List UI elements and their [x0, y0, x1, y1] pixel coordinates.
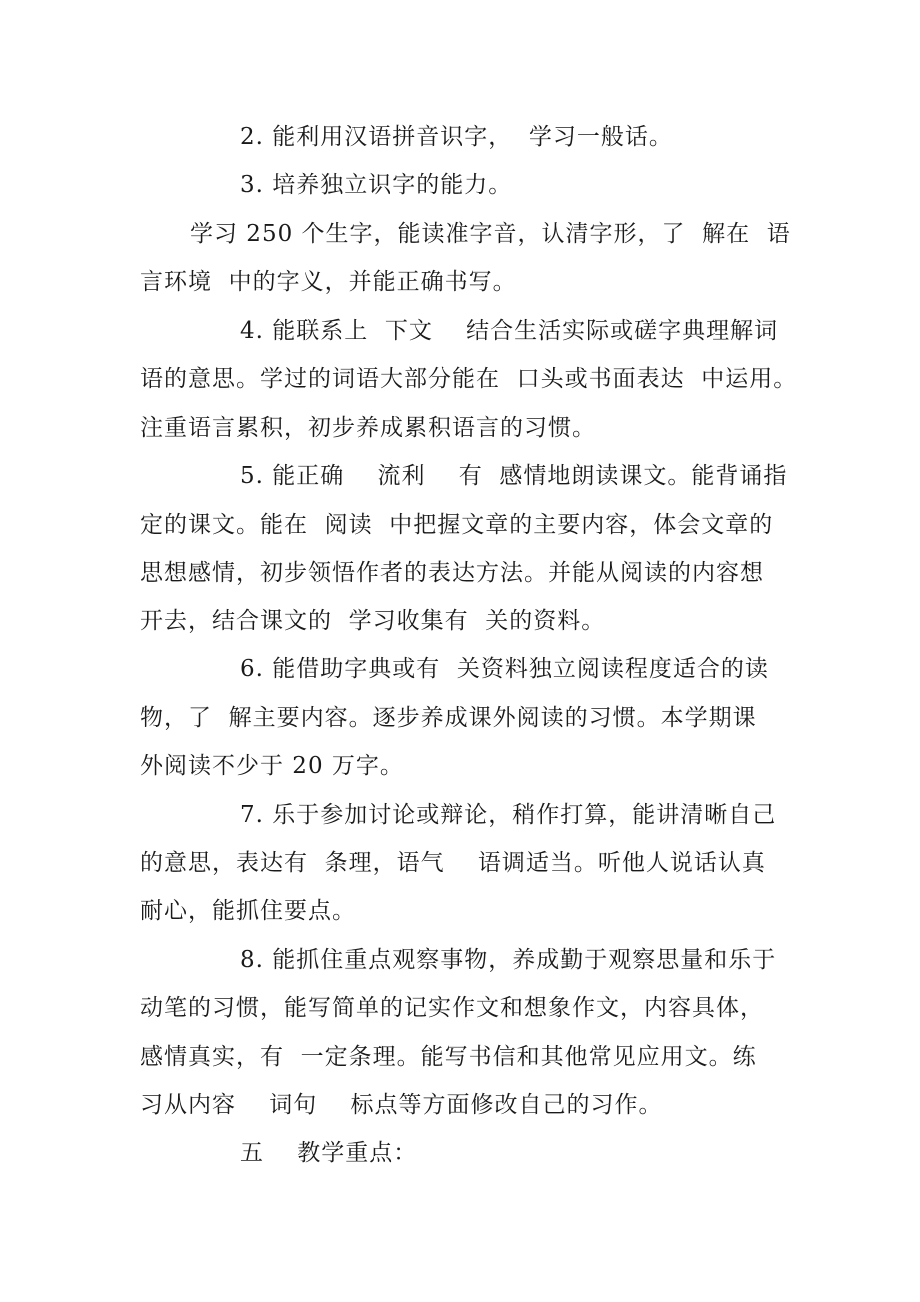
text-line: 4. 能联系上 下文 结合生活实际或磋字典理解词 — [240, 318, 779, 344]
text-line: 外阅读不少于 20 万字。 — [140, 753, 404, 779]
text-line: 8. 能抓住重点观察事物，养成勤于观察思量和乐于 — [240, 947, 777, 973]
text-line: 耐心，能抓住要点。 — [140, 898, 356, 924]
text-line: 言环境 中的字义，并能正确书写。 — [140, 269, 517, 295]
text-line: 思想感情，初步领悟作者的表达方法。并能从阅读的内容想 — [140, 560, 764, 586]
text-line: 的意思，表达有 条理，语气 语调适当。听他人说话认真 — [140, 850, 766, 876]
text-line: 3. 培养独立识字的能力。 — [240, 172, 513, 198]
text-line: 学习 250 个生字，能读准字音，认清字形，了 解在 语 — [190, 221, 791, 247]
text-line: 动笔的习惯，能写简单的记实作文和想象作文，内容具体， — [140, 995, 764, 1021]
text-line: 7. 乐于参加讨论或辩论，稍作打算，能讲清晰自己 — [240, 802, 777, 828]
section-heading: 五 教学重点： — [240, 1140, 418, 1166]
text-line: 2. 能利用汉语拼音识字， 学习一般话。 — [240, 124, 673, 150]
text-line: 6. 能借助字典或有 关资料独立阅读程度适合的读 — [240, 656, 769, 682]
text-line: 感情真实，有 一定条理。能写书信和其他常见应用文。练 — [140, 1044, 757, 1070]
text-line: 定的课文。能在 阅读 中把握文章的主要内容，体会文章的 — [140, 512, 774, 538]
text-line: 习从内容 词句 标点等方面修改自己的习作。 — [140, 1092, 663, 1118]
text-line: 注重语言累积，初步养成累积语言的习惯。 — [140, 415, 596, 441]
text-line: 开去，结合课文的 学习收集有 关的资料。 — [140, 608, 606, 634]
text-line: 5. 能正确 流利 有 感情地朗读课文。能背诵指 — [240, 463, 788, 489]
text-line: 语的意思。学过的词语大部分能在 口头或书面表达 中运用。 — [140, 366, 798, 392]
text-line: 物，了 解主要内容。逐步养成课外阅读的习惯。本学期课 — [140, 705, 757, 731]
